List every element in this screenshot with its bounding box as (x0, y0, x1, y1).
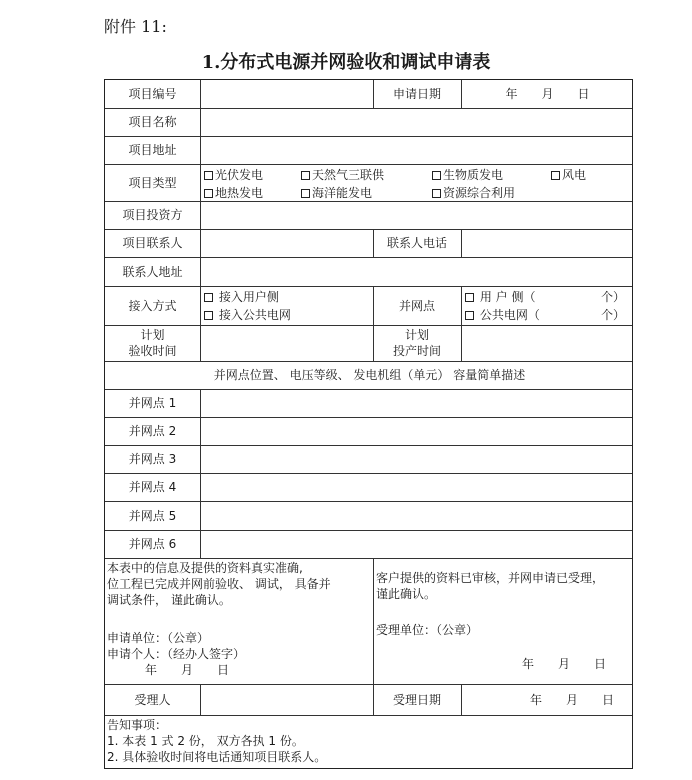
checkbox-icon (301, 189, 310, 198)
grid-point-row-label: 并网点 5 (128, 508, 177, 523)
type-option-biomass[interactable] (432, 166, 503, 183)
notice-title: 告知事项： (107, 718, 168, 732)
notice-item: 2. 具体验收时间将电话通知项目联系人。 (107, 750, 327, 764)
application-form (104, 79, 633, 769)
review-unit: 受理单位：（公章） (376, 623, 479, 637)
type-option-ocean[interactable] (301, 184, 372, 201)
option-label: 光伏发电 (215, 168, 264, 182)
label-plan-production (373, 325, 461, 361)
label-contact: 项目联系人 (122, 236, 183, 250)
review-text (376, 570, 632, 602)
option-label: 海洋能发电 (312, 186, 373, 200)
accept-date-value: 年 月 日 (529, 692, 614, 707)
label-line: 计划 (140, 328, 165, 342)
grid-option-user-unit: 个） (601, 290, 626, 304)
label-plan-acceptance (105, 325, 200, 361)
page-title: 1.分布式电源并网验收和调试申请表 (201, 52, 491, 73)
label-handler: 受理人 (134, 692, 171, 707)
label-project-type: 项目类型 (128, 175, 177, 190)
notice-item: 1. 本表 1 式 2 份， 双方各执 1 份。 (107, 734, 304, 748)
grid-point-row-label: 并网点 3 (128, 452, 177, 466)
checkbox-icon (204, 189, 213, 198)
label-apply-date: 申请日期 (392, 87, 441, 101)
label-line: 计划 (404, 328, 429, 342)
type-option-resource[interactable] (432, 184, 515, 201)
grid-option-user[interactable] (465, 288, 535, 305)
declaration-line: 调试条件， 谨此确认。 (107, 593, 231, 607)
type-option-pv[interactable] (204, 166, 263, 183)
applicant-block (107, 630, 371, 678)
type-option-wind[interactable] (551, 166, 586, 183)
applicant-unit: 申请单位：（公章） (107, 631, 210, 645)
checkbox-icon (551, 171, 560, 180)
option-label: 资源综合利用 (443, 186, 516, 200)
grid-point-row-label: 并网点 4 (128, 480, 177, 494)
label-investor: 项目投资方 (122, 208, 183, 222)
grid-point-row-label: 并网点 2 (128, 424, 177, 438)
declaration-text (107, 560, 371, 608)
label-accept-date: 受理日期 (392, 692, 441, 707)
attachment-label: 附件 11: (104, 17, 167, 36)
checkbox-icon (204, 171, 213, 180)
access-option-public[interactable] (204, 306, 291, 323)
label-line: 投产时间 (392, 344, 441, 358)
label-grid-point: 并网点 (398, 298, 435, 313)
grid-point-row-label: 并网点 1 (128, 396, 177, 410)
applicant-date: 年 月 日 (145, 663, 230, 677)
option-label: 地热发电 (215, 186, 264, 200)
option-label: 风电 (562, 168, 587, 182)
grid-description-header: 并网点位置、 电压等级、 发电机组（单元） 容量简单描述 (213, 368, 526, 382)
declaration-line: 位工程已完成并网前验收、 调试， 具备并 (107, 577, 331, 591)
option-label: 接入公共电网 (218, 308, 291, 322)
label-project-address: 项目地址 (128, 143, 177, 157)
label-access-mode: 接入方式 (128, 298, 177, 313)
label-project-no: 项目编号 (128, 87, 177, 101)
checkbox-icon (301, 171, 310, 180)
review-line: 客户提供的资料已审核，并网申请已受理， (376, 571, 605, 585)
notice-block (107, 717, 627, 765)
declaration-line: 本表中的信息及提供的资料真实准确, (107, 561, 303, 575)
option-label: 天然气三联供 (312, 168, 385, 182)
checkbox-icon (432, 171, 441, 180)
checkbox-icon (204, 293, 213, 302)
option-label: 生物质发电 (443, 168, 504, 182)
applicant-person: 申请个人：（经办人签字） (107, 647, 246, 661)
label-contact-phone: 联系人电话 (386, 236, 447, 250)
checkbox-icon (465, 293, 474, 302)
option-label: 用 户 侧（ (479, 290, 536, 304)
option-label: 接入用户侧 (218, 290, 279, 304)
label-line: 验收时间 (128, 344, 177, 358)
grid-option-public[interactable] (465, 306, 540, 323)
grid-point-row-label: 并网点 6 (128, 537, 177, 551)
apply-date-value: 年 月 日 (505, 87, 590, 101)
option-label: 公共电网（ (479, 308, 540, 322)
checkbox-icon (465, 311, 474, 320)
type-option-geothermal[interactable] (204, 184, 263, 201)
grid-option-public-unit: 个） (601, 308, 626, 322)
checkbox-icon (204, 311, 213, 320)
access-option-user[interactable] (204, 288, 279, 305)
type-option-gas[interactable] (301, 166, 384, 183)
label-project-name: 项目名称 (128, 115, 177, 129)
review-line: 谨此确认。 (376, 587, 437, 601)
label-contact-address: 联系人地址 (122, 264, 183, 279)
review-date: 年 月 日 (522, 657, 607, 671)
checkbox-icon (432, 189, 441, 198)
